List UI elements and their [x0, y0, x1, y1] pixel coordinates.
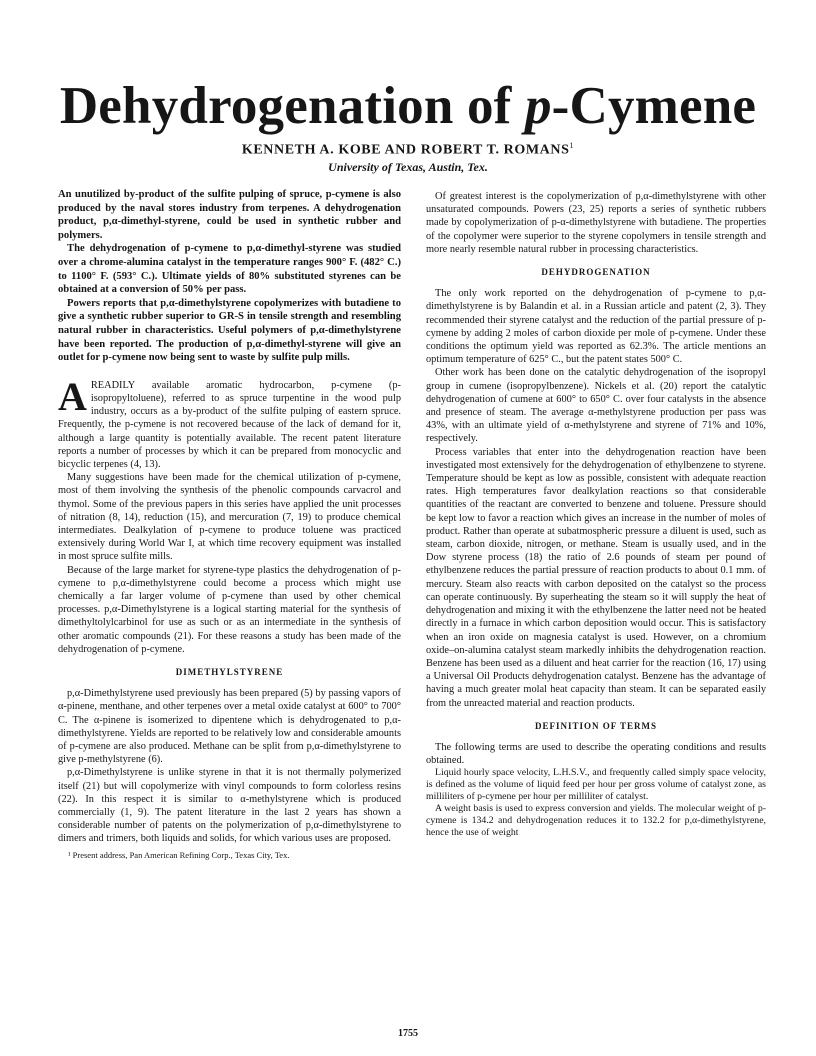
- section-heading: DEHYDROGENATION: [541, 267, 651, 278]
- body-paragraph: Process variables that enter into the dehydrogenation reaction have been investigated most extensively for the dehydrogenation of ethylbenzene to styrene. Temperature should be kept as low as possible, consistent with adequate reaction rates. High temperatures favor dealkylation reactions so that considerable quantities of the reactant are converted to benzene and toluene. Pressure should be kept low to favor a reaction which gives an increase in the number of moles of product. Rather than operate at subatmospheric pressure a diluent is used, such as steam, carbon dioxide, nitrogen, or methane. Steam is usually used, and in the Dow styrene process (18) the ratio of 2.6 pounds of steam per pound of ethylbenzene reduces the partial pressure of reaction products to about 0.1 mm. of mercury. Steam also reacts with carbon deposited on the catalyst so the process can operate continuously. By superheating the steam so it will supply the heat of dehydrogenation and mixing it with the ethylbenzene the latter need not be heated directly in a furnace in which carbon deposition would occur. This is satisfactory when an iron oxide on magnesia catalyst is used. However, on a chromium oxide–on-alumina catalyst steam markedly inhibits the dehydrogenation reaction. Benzene has been used as a diluent and heat carrier for the reaction (16, 17) using a Universal Oil Products dehydrogenation catalyst. Benzene has the advantage of having a much greater molal heat capacity than steam. It can be separated easily from the unreacted material and reaction products.: [426, 446, 766, 709]
- body-paragraph: Of greatest interest is the copolymerization of p,α-dimethylstyrene with other unsaturated compounds. Powers (23, 25) reports a series of synthetic rubbers made by copolymerization of p-α-dimethylstyrene with butadiene. The properties of the copolymer were superior to the styrene copolymers in tensile strength and more nearly resemble natural rubber in processing characteristics.: [426, 191, 766, 255]
- section-heading: DIMETHYLSTYRENE: [175, 666, 284, 677]
- author-footnote-mark: 1: [569, 141, 575, 150]
- abstract-paragraph: The dehydrogenation of p-cymene to p,α-dimethyl-styrene was studied over a chrome-alumina catalyst in the temperature ranges 900° F. (482° C.) to 1100° F. (593° C.). Ultimate yields of 80% substituted styrenes can be obtained at a conversion of 50% per pass.: [58, 243, 401, 296]
- body-paragraph: The only work reported on the dehydrogenation of p-cymene to p,α-dimethylstyrene is by Balandin et al. in a Russian article and patent (2, 3). They recommended their styrene catalyst and the reduction of the partial pressure of p-cymene by adding 2 moles of carbon dioxide per mole of p-cymene. Under these conditions the optimum yield was reported as 62.3%. The article mentions an optimum temperature of 625° C., but the patent states 500° C.: [426, 288, 766, 366]
- body-paragraph: p,α-Dimethylstyrene is unlike styrene in that it is not thermally polymerized itself (21) but will copolymerize with vinyl compounds to form colorless resins (22). In this respect it is similar to α-methylstyrene which is produced commercially (1, 9). The patent literature in the last 2 years has shown a considerable number of patents on the polymerization of p,α-dimethylstyrene to dimers and trimers, both liquids and solids, for which various uses are proposed.: [58, 767, 401, 845]
- body-paragraph: Other work has been done on the catalytic dehydrogenation of the isopropyl group in cumene (isopropylbenzene). Nickels et al. (20) report the catalytic dehydrogenation of cumene at 600° to 650° C. over four catalysts in the absence and presence of steam. The average α-methylstyrene production per pass was 43%, with an ultimate yield of α-methylstyrene and styrene of 71% and 10%, respectively.: [426, 367, 766, 445]
- paper-title: [0, 76, 816, 136]
- title-italic: p: [524, 77, 552, 135]
- intro-paragraph: Because of the large market for styrene-type plastics the dehydrogenation of p-cymene to p,α-dimethylstyrene could become a process which might use chemically a far larger volume of p-cymene than used by other chemical processes. p,α-Dimethylstyrene is a logical starting material for the synthesis of dimethyltolylcarbinol for use as such or as an intermediate in the synthesis of other aromatic compounds (21). For these reasons a study has been made of the dehydrogenation of p-cymene.: [58, 564, 401, 655]
- authors-text: KENNETH A. KOBE AND ROBERT T. ROMANS: [241, 142, 570, 158]
- affiliation: University of Texas, Austin, Tex.: [328, 160, 488, 174]
- definitions-block: [426, 767, 766, 839]
- body-paragraph: The following terms are used to describe the operating conditions and results obtained.: [426, 741, 766, 767]
- author-list: [0, 141, 816, 159]
- right-column: [426, 190, 766, 839]
- abstract-paragraph: Powers reports that p,α-dimethylstyrene copolymerizes with butadiene to give a synthetic rubber superior to GR-S in tensile strength and resembling natural rubber in characteristics. Useful polymers of p,α-dimethylstyrene have been reported. The production of p,α-dimethyl-styrene will give an outlet for p-cymene now being sent to waste by sulfite pulp mills.: [58, 297, 401, 364]
- body-paragraph: p,α-Dimethylstyrene used previously has been prepared (5) by passing vapors of α-pinene, menthane, and other terpenes over a metal oxide catalyst at 600° to 700° C. The α-pinene is isomerized to dipentene which is dehydrogenated to p,α-dimethylstyrene. Yields are reported to be relatively low and considerable amounts of p-cymene are also produced. Methane can be split from p,α-dimethylstyrene to give p-methylstyrene (6).: [58, 688, 401, 766]
- title-main: Dehydrogenation of: [59, 77, 525, 135]
- section-heading: DEFINITION OF TERMS: [534, 720, 658, 731]
- body-paragraph: Liquid hourly space velocity, L.H.S.V., and frequently called simply space velocity, is defined as the volume of liquid feed per hour per gross volume of catalyst zone, as milliliters of p-cymene per hour per milliliter of catalyst.: [426, 767, 766, 803]
- intro-paragraph: [58, 373, 401, 471]
- footnote: ¹ Present address, Pan American Refining Corp., Texas City, Tex.: [68, 849, 290, 860]
- body-paragraph: A weight basis is used to express conversion and yields. The molecular weight of p-cymene is 134.2 and dehydrogenation reduces it to 132.2 for p,α-dimethylstyrene, hence the use of weight: [426, 803, 766, 839]
- abstract-paragraph: An unutilized by-product of the sulfite pulping of spruce, p-cymene is also produced by the naval stores industry from terpenes. A dehydrogenation product, p,α-dimethyl-styrene, could be used in synthetic rubber and polymers.: [58, 189, 401, 241]
- page-number: 1755: [398, 1028, 418, 1039]
- left-column: [58, 188, 401, 861]
- title-rest: -Cymene: [551, 77, 757, 135]
- drop-cap: A: [58, 373, 87, 419]
- intro-text: READILY available aromatic hydrocarbon, p-cymene (p-isopropyltoluene), referred to as spruce turpentine in the wood pulp industry, occurs as a by-product of the sulfite pulping of eastern spruce. Frequently, the p-cymene is not recovered because of the lack of demand for it, although a large quantity is potentially available. The recent patent literature reports a number of processes by which it can be prepared from monocyclic and bicyclic terpenes (4, 13).: [58, 379, 401, 470]
- abstract: [58, 188, 401, 365]
- intro-paragraph: Many suggestions have been made for the chemical utilization of p-cymene, most of them involving the synthesis of the phenolic compounds carvacrol and thymol. Some of the previous papers in this series have applied the unit processes of nitration (8, 14), reduction (15), and mercuration (7, 19) to produce chemical intermediates. Dealkylation of p-cymene to produce toluene was practiced extensively during World War I, at which time recovery equipment was installed in most spruce sulfite mills.: [58, 472, 401, 563]
